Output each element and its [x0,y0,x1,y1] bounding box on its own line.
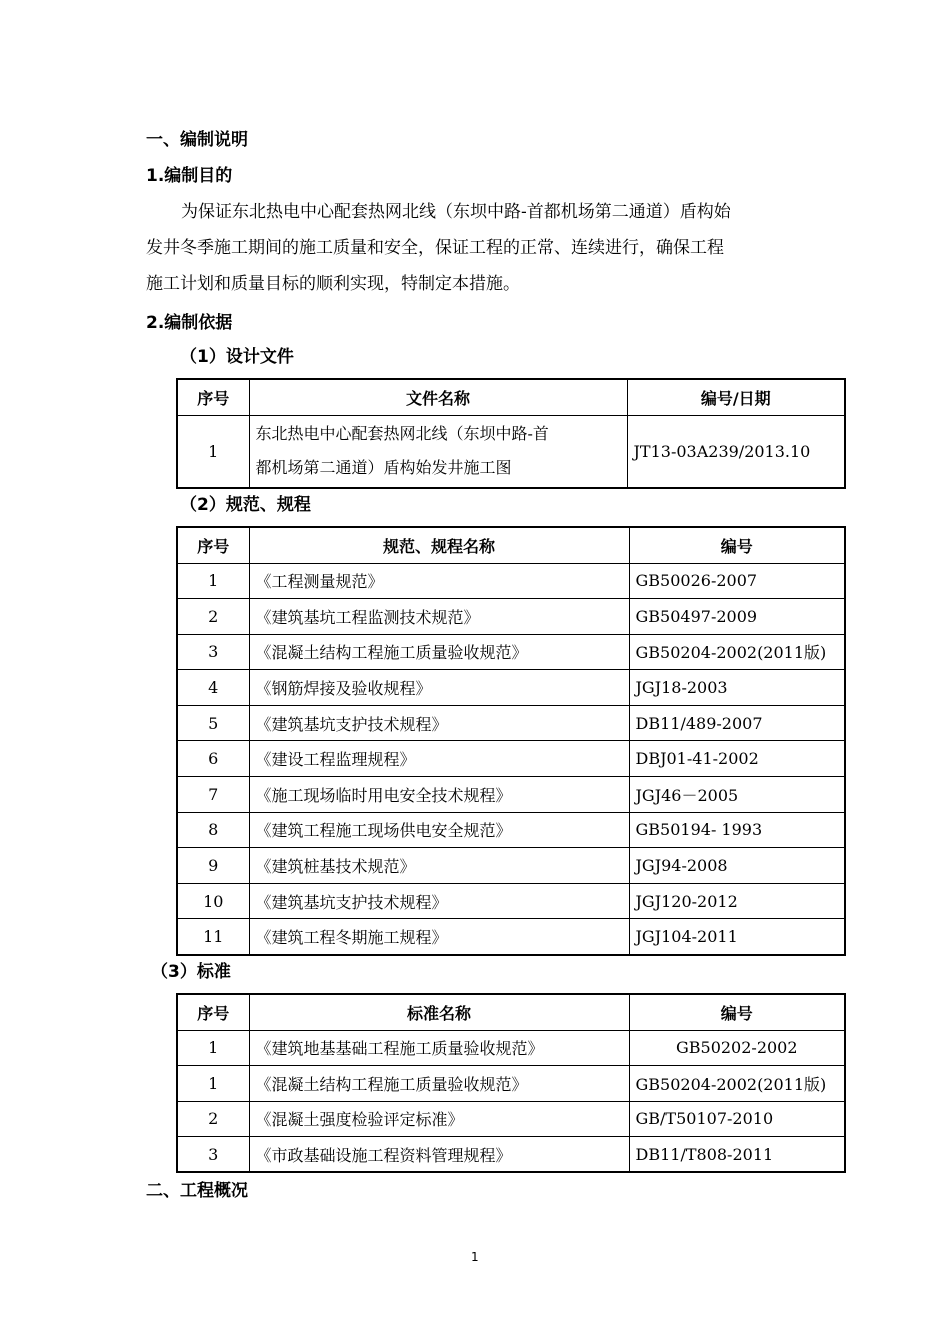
cell-no: 3 [177,1137,249,1173]
cell-no: 2 [177,599,249,635]
cell-code: GB/T50107-2010 [629,1101,845,1137]
table-row [177,415,845,488]
cell-name: 《建筑工程施工现场供电安全规范》 [249,812,629,848]
cell-name: 《建设工程监理规程》 [249,741,629,777]
cell-name: 《混凝土结构工程施工质量验收规范》 [249,634,629,670]
table-row [177,1101,845,1137]
cell-name: 《建筑桩基技术规范》 [249,848,629,884]
cell-name: 《施工现场临时用电安全技术规程》 [249,777,629,813]
cell-no: 1 [177,1030,249,1066]
cell-name [249,415,627,488]
table-header-row [177,527,845,563]
page-number: 1 [471,1250,479,1264]
col-header-name: 文件名称 [249,379,627,415]
specs-title: （2）规范、规程 [180,495,311,515]
table-row [177,563,845,599]
cell-no: 1 [177,415,249,488]
cell-code: JGJ46－2005 [629,777,845,813]
cell-name: 《市政基础设施工程资料管理规程》 [249,1137,629,1173]
table-row [177,1066,845,1102]
cell-no: 1 [177,1066,249,1102]
cell-no: 2 [177,1101,249,1137]
cell-code: JGJ104-2011 [629,919,845,955]
table-header-row [177,994,845,1030]
cell-code: GB50194- 1993 [629,812,845,848]
cell-name: 《建筑工程冬期施工规程》 [249,919,629,955]
table-row [177,919,845,955]
col-header-name: 规范、规程名称 [249,527,629,563]
cell-code: DBJ01-41-2002 [629,741,845,777]
cell-no: 4 [177,670,249,706]
standards-title: （3）标准 [151,962,231,982]
col-header-no: 序号 [177,527,249,563]
cell-no: 8 [177,812,249,848]
col-header-name: 标准名称 [249,994,629,1030]
cell-code: GB50497-2009 [629,599,845,635]
purpose-line: 发井冬季施工期间的施工质量和安全，保证工程的正常、连续进行，确保工程 [146,238,724,258]
table-row [177,883,845,919]
cell-name-line: 东北热电中心配套热网北线（东坝中路-首 [255,424,549,444]
section-title-2: 二、工程概况 [146,1181,248,1201]
design-docs-title: （1）设计文件 [180,347,294,367]
table-row [177,705,845,741]
table-row [177,670,845,706]
purpose-line: 为保证东北热电中心配套热网北线（东坝中路-首都机场第二通道）盾构始 [181,202,731,222]
cell-name: 《工程测量规范》 [249,563,629,599]
specs-table [176,526,846,956]
cell-code: GB50202-2002 [629,1030,845,1066]
cell-name: 《混凝土结构工程施工质量验收规范》 [249,1066,629,1102]
table-row [177,634,845,670]
cell-name: 《钢筋焊接及验收规程》 [249,670,629,706]
table-row [177,777,845,813]
cell-code: GB50026-2007 [629,563,845,599]
cell-no: 5 [177,705,249,741]
design-docs-table [176,378,846,489]
table-row [177,1030,845,1066]
cell-code: JGJ94-2008 [629,848,845,884]
col-header-code: 编号 [629,994,845,1030]
purpose-line: 施工计划和质量目标的顺利实现，特制定本措施。 [146,274,520,294]
cell-no: 7 [177,777,249,813]
cell-name: 《混凝土强度检验评定标准》 [249,1101,629,1137]
purpose-title: 1.编制目的 [146,166,233,186]
section-title-1: 一、编制说明 [146,130,248,150]
cell-code: GB50204-2002(2011版) [629,634,845,670]
cell-no: 3 [177,634,249,670]
table-header-row [177,379,845,415]
cell-name: 《建筑基坑工程监测技术规范》 [249,599,629,635]
col-header-code: 编号 [629,527,845,563]
col-header-no: 序号 [177,379,249,415]
standards-table [176,993,846,1173]
cell-code: DB11/489-2007 [629,705,845,741]
table-row [177,599,845,635]
table-row [177,812,845,848]
cell-code: GB50204-2002(2011版) [629,1066,845,1102]
cell-name-line: 都机场第二通道）盾构始发井施工图 [255,458,512,478]
cell-code: DB11/T808-2011 [629,1137,845,1173]
cell-no: 11 [177,919,249,955]
cell-code: JGJ18-2003 [629,670,845,706]
table-row [177,741,845,777]
col-header-code: 编号/日期 [627,379,845,415]
cell-name: 《建筑基坑支护技术规程》 [249,883,629,919]
cell-no: 9 [177,848,249,884]
cell-no: 10 [177,883,249,919]
cell-no: 6 [177,741,249,777]
table-row [177,848,845,884]
cell-name: 《建筑基坑支护技术规程》 [249,705,629,741]
cell-code: JGJ120-2012 [629,883,845,919]
cell-name: 《建筑地基基础工程施工质量验收规范》 [249,1030,629,1066]
cell-code: JT13-03A239/2013.10 [627,415,845,488]
basis-title: 2.编制依据 [146,313,233,333]
cell-no: 1 [177,563,249,599]
col-header-no: 序号 [177,994,249,1030]
table-row [177,1137,845,1173]
